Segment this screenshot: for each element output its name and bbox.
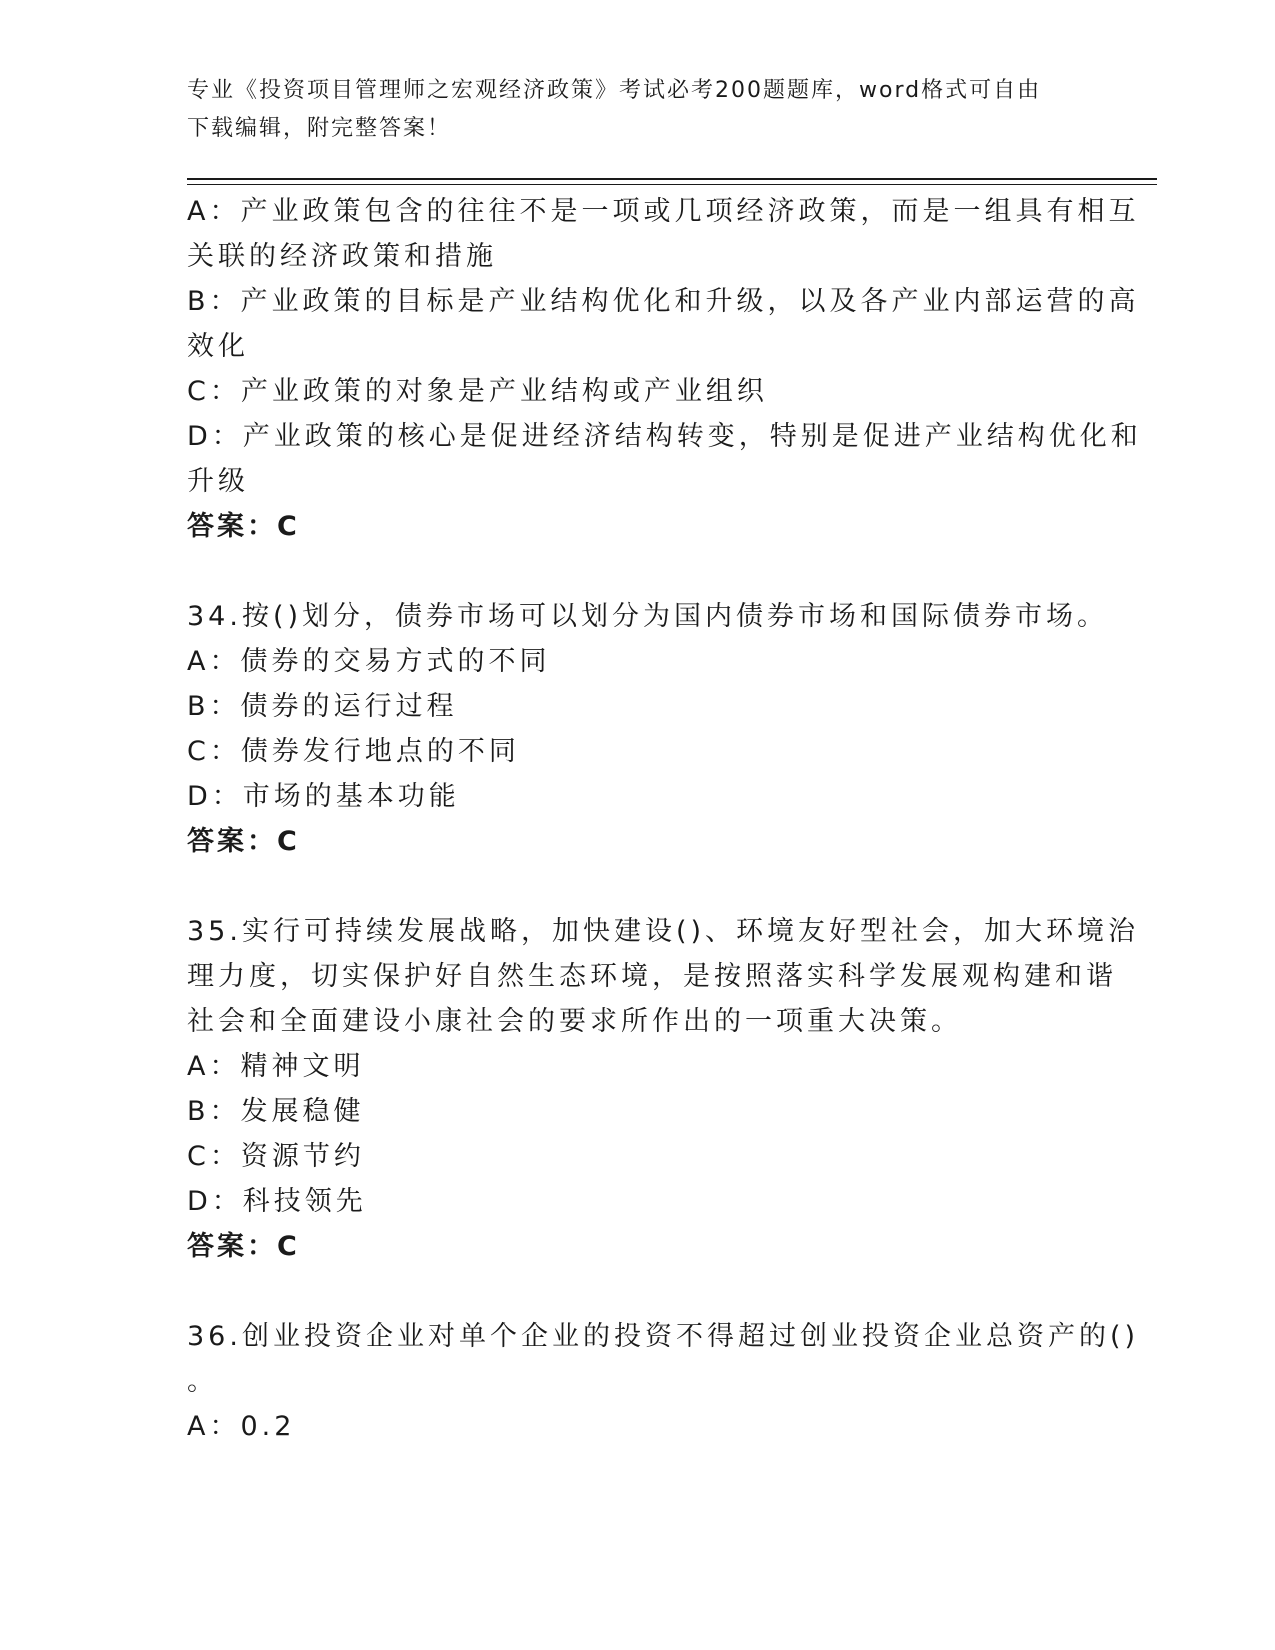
option-a-line-2: 关联的经济政策和措施: [187, 241, 497, 272]
option-d-line-2: 升级: [187, 466, 249, 497]
header-line-2: 下载编辑，附完整答案！: [187, 116, 452, 141]
question-text-line-1: 36.创业投资企业对单个企业的投资不得超过创业投资企业总资产的(): [187, 1321, 1140, 1352]
option-d-line-1: D：产业政策的核心是促进经济结构转变，特别是促进产业结构优化和: [187, 421, 1142, 452]
option-a: A：债券的交易方式的不同: [187, 646, 551, 677]
option-a-line-1: A：产业政策包含的往往不是一项或几项经济政策，而是一组具有相互: [187, 196, 1140, 227]
spacer: [187, 864, 1087, 909]
header-divider-thin: [187, 184, 1157, 185]
answer: 答案：C: [187, 1231, 300, 1262]
option-d: D：科技领先: [187, 1186, 367, 1217]
header-line-1: 专业《投资项目管理师之宏观经济政策》考试必考200题题库，word格式可自由: [187, 78, 1042, 103]
option-b: B：发展稳健: [187, 1096, 365, 1127]
option-c: C：资源节约: [187, 1141, 365, 1172]
option-d: D：市场的基本功能: [187, 781, 460, 812]
option-b-line-1: B：产业政策的目标是产业结构优化和升级，以及各产业内部运营的高: [187, 286, 1140, 317]
answer: 答案：C: [187, 826, 300, 857]
answer: 答案：C: [187, 511, 300, 542]
question-text-line-3: 社会和全面建设小康社会的要求所作出的一项重大决策。: [187, 1006, 962, 1037]
option-c: C：债券发行地点的不同: [187, 736, 520, 767]
question-35-block: [187, 909, 1140, 1269]
option-b-line-2: 效化: [187, 331, 249, 362]
question-text-line-1: 35.实行可持续发展战略，加快建设()、环境友好型社会，加大环境治: [187, 916, 1140, 947]
spacer: [187, 1269, 1087, 1314]
question-34-block: [187, 594, 1109, 864]
question-content: [187, 189, 1142, 1449]
document-header: [187, 72, 1067, 148]
question-text-line-2: 理力度，切实保护好自然生态环境，是按照落实科学发展观构建和谐: [187, 961, 1117, 992]
option-b: B：债券的运行过程: [187, 691, 458, 722]
question-text: 34.按()划分，债券市场可以划分为国内债券市场和国际债券市场。: [187, 601, 1109, 632]
option-c: C：产业政策的对象是产业结构或产业组织: [187, 376, 768, 407]
question-36-block: [187, 1314, 1140, 1449]
option-a: A：精神文明: [187, 1051, 365, 1082]
question-33-block: [187, 189, 1142, 549]
question-text-line-2: 。: [187, 1366, 218, 1397]
spacer: [187, 549, 1087, 594]
header-divider-thick: [187, 178, 1157, 180]
option-a: A：0.2: [187, 1411, 296, 1442]
